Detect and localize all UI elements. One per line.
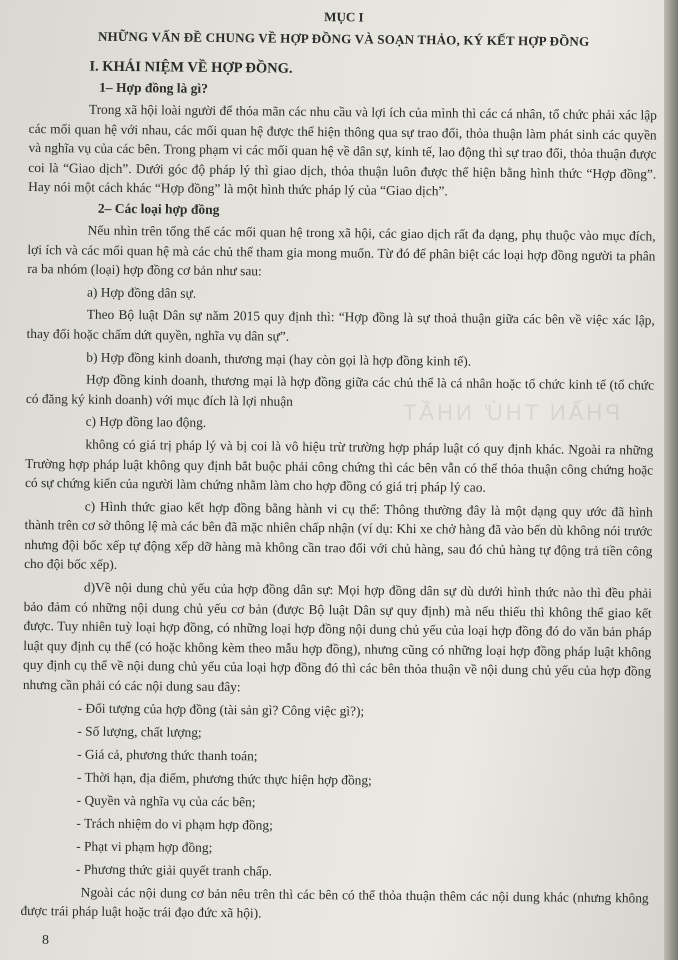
list-item: - Phạt vi phạm hợp đồng;	[76, 838, 213, 855]
heading-concept: I. KHÁI NIỆM VỀ HỢP ĐỒNG.	[89, 58, 293, 77]
page-content	[20, 6, 658, 930]
item-b: b) Hợp đồng kinh doanh, thương mại (hay còn gọi là hợp đồng kinh tế).	[86, 349, 472, 369]
paragraph-8: Ngoài các nội dung cơ bản nêu trên thì các bên có thể thỏa thuận thêm các nội dung khác (nhưng không được trái pháp luật hoặc trái đạo đức xã hội).	[20, 884, 649, 921]
section-label: MỤC I	[324, 9, 364, 25]
item-c: c) Hợp đồng lao động.	[85, 413, 207, 431]
paragraph-2: Nếu nhìn trên tổng thể các mối quan hệ trong xã hội, các giao dịch rất đa dạng, phụ thuộc vào mục đích, lợi ích và các mối quan hệ mà các chủ thể tham gia mong muốn. Từ đó để phân biệt các loại hợp đồng người ta phân ra ba nhóm (loại) hợp đồng cơ bản như sau:	[27, 222, 656, 279]
paragraph-6: c) Hình thức giao kết hợp đồng bằng hành vi cụ thể: Thông thường đây là một dạng quy ước đã hình thành trên cơ sở thông lệ mà các bên đã mặc nhiên chấp nhận (ví dụ: Khi xe chở hàng đã vào bến dù không nói trước nhưng đội bốc xếp tự động xếp dỡ hàng mà không cần trao đổi với chủ hàng, sau đó chủ hàng tự động trả tiền công cho đội bốc xếp).	[24, 498, 653, 573]
list-item: - Trách nhiệm do vi phạm hợp đồng;	[76, 815, 273, 833]
paragraph-3: Theo Bộ luật Dân sự năm 2015 quy định thì: “Hợp đồng là sự thoả thuận giữa các bên về việc xác lập, thay đổi hoặc chấm dứt quyền, nghĩa vụ dân sự”.	[26, 306, 655, 344]
paragraph-4: Hợp đồng kinh doanh, thương mại là hợp đồng giữa các chủ thể là cá nhân hoặc tổ chức kinh tế (tổ chức có đăng ký kinh doanh) với mục đích là lợi nhuận	[25, 371, 655, 409]
paragraph-5: không có giá trị pháp lý và bị coi là vô hiệu trừ trường hợp pháp luật có quy định khác. Ngoài ra những Trường hợp pháp luật không quy định bắt buộc phải công chứng thì các bên vẫn có thể thỏa thuận công chứng hoặc có sự chứng kiến của người làm chứng nhằm làm cho hợp đồng có giá trị pháp lý cao.	[24, 436, 654, 495]
list-item: - Giá cả, phương thức thanh toán;	[77, 746, 258, 764]
list-item: - Quyền và nghĩa vụ của các bên;	[76, 792, 256, 810]
page-edge-shadow	[664, 0, 678, 960]
show-through-watermark: PHẦN THỨ NHẤT	[400, 400, 620, 425]
subheading-contract-types: 2– Các loại hợp đồng	[97, 200, 220, 217]
page-number: 8	[42, 933, 49, 948]
list-item: - Đối tượng của hợp đồng (tài sản gì? Công việc gì?);	[77, 700, 365, 719]
chapter-title: NHỮNG VẤN ĐỀ CHUNG VỀ HỢP ĐỒNG VÀ SOẠN THẢO, KÝ KẾT HỢP ĐỒNG	[97, 28, 590, 49]
list-item: - Phương thức giải quyết tranh chấp.	[75, 861, 273, 879]
subheading-what-is-contract: 1– Hợp đồng là gì?	[99, 79, 208, 96]
list-item: - Số lượng, chất lượng;	[77, 723, 202, 740]
requirements-list	[21, 698, 651, 886]
item-a: a) Hợp đồng dân sự.	[86, 284, 197, 301]
list-item: - Thời hạn, địa điểm, phương thức thực hiện hợp đồng;	[76, 769, 372, 788]
paragraph-7: d)Về nội dung chủ yếu của hợp đồng dân sự: Mọi hợp đồng dân sự dù dưới hình thức nào thì đều phải bảo đảm có những nội dung chủ yếu cơ bản (được Bộ luật Dân sự quy định) mà nếu thiếu thì không thể giao kết được. Tuy nhiên tuỳ loại hợp đồng, có những loại hợp đồng nội dung chủ yếu của loại hợp đồng đó do văn bản pháp luật quy định cụ thể (có hoặc không kèm theo mẫu hợp đồng), nhưng cũng có những loại hợp đồng pháp luật không quy định cụ thể về nội dung chủ yếu của loại hợp đồng đó thì các bên thỏa thuận về nội dung chủ yếu của hợp đồng nhưng cần phải có các nội dung sau đây:	[22, 579, 652, 695]
paragraph-1: Trong xã hội loài người để thỏa mãn các nhu cầu và lợi ích của mình thì các cá nhân, tổ chức phải xác lập các mối quan hệ với nhau, các mối quan hệ được thể hiện thông qua sự trao đổi, thỏa thuận làm phát sinh các quyền và nghĩa vụ của các bên. Trong phạm vi các mối quan hệ về dân sự, kinh tế, lao động thì sự trao đổi, thỏa thuận được coi là “Giao dịch”. Dưới góc độ pháp lý thì giao dịch, thỏa thuận luôn được thể hiện bằng hình thức “Hợp đồng”. Hay nói một cách khác “Hợp đồng” là một hình thức pháp lý của “Giao dịch”.	[28, 101, 657, 199]
